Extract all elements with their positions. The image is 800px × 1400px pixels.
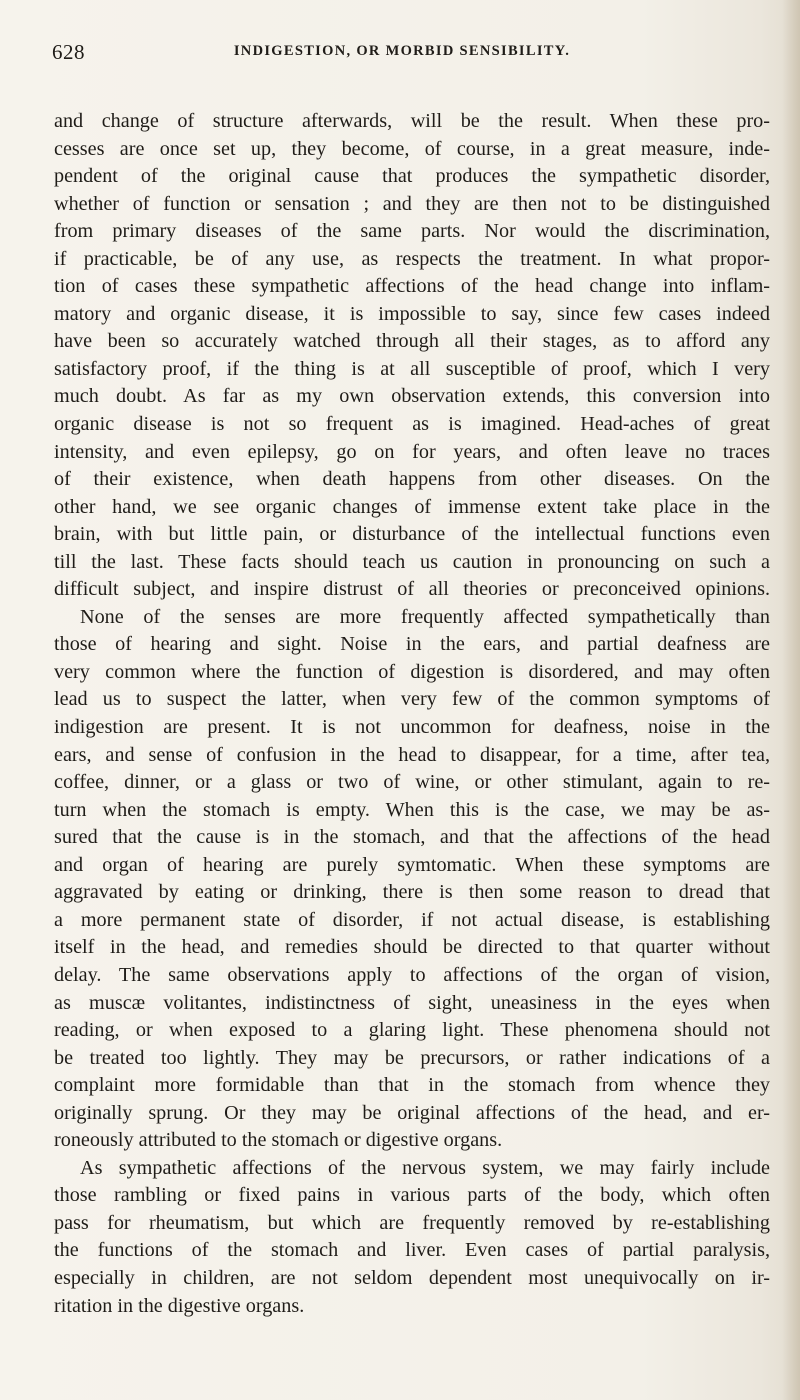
body-text bbox=[54, 108, 770, 1320]
text-line: of their existence, when death happens from other diseases. On the bbox=[54, 468, 770, 491]
text-line: roneously attributed to the stomach or digestive organs. bbox=[54, 1129, 503, 1152]
page-number: 628 bbox=[52, 40, 85, 64]
text-line: originally sprung. Or they may be original affections of the head, and er- bbox=[54, 1101, 770, 1124]
text-line: None of the senses are more frequently affected sympathetically than bbox=[80, 605, 770, 628]
text-line: be treated too lightly. They may be precursors, or rather indications of a bbox=[54, 1046, 770, 1069]
text-line: lead us to suspect the latter, when very few of the common symptoms of bbox=[54, 688, 770, 711]
text-line: have been so accurately watched through all their stages, as to afford any bbox=[54, 330, 770, 353]
text-line: aggravated by eating or drinking, there is then some reason to dread that bbox=[54, 881, 770, 904]
text-line: turn when the stomach is empty. When this is the case, we may be as- bbox=[54, 798, 770, 821]
text-line: from primary diseases of the same parts. Nor would the discrimination, bbox=[54, 220, 770, 243]
text-line: satisfactory proof, if the thing is at all susceptible of proof, which I very bbox=[54, 357, 770, 380]
text-line: the functions of the stomach and liver. Even cases of partial paralysis, bbox=[54, 1239, 770, 1262]
text-line: much doubt. As far as my own observation extends, this conversion into bbox=[54, 385, 770, 408]
text-line: as muscæ volitantes, indistinctness of sight, uneasiness in the eyes when bbox=[54, 991, 770, 1014]
page-edge-shadow bbox=[782, 0, 800, 1400]
text-line: ears, and sense of confusion in the head to disappear, for a time, after tea, bbox=[54, 743, 770, 766]
text-line: tion of cases these sympathetic affections of the head change into inflam- bbox=[54, 275, 770, 298]
text-line: brain, with but little pain, or disturbance of the intellectual functions even bbox=[54, 523, 770, 546]
text-line: matory and organic disease, it is impossible to say, since few cases indeed bbox=[54, 302, 770, 325]
text-line: complaint more formidable than that in the stomach from whence they bbox=[54, 1074, 770, 1097]
text-line: indigestion are present. It is not uncommon for deafness, noise in the bbox=[54, 716, 770, 739]
text-line: those of hearing and sight. Noise in the ears, and partial deafness are bbox=[54, 633, 770, 656]
text-line: till the last. These facts should teach us caution in pronouncing on such a bbox=[54, 550, 770, 573]
text-line: and organ of hearing are purely symtomatic. When these symptoms are bbox=[54, 853, 770, 876]
text-line: pass for rheumatism, but which are frequently removed by re-establishing bbox=[54, 1211, 770, 1234]
text-line: other hand, we see organic changes of immense extent take place in the bbox=[54, 495, 770, 518]
text-line: cesses are once set up, they become, of course, in a great measure, inde- bbox=[54, 137, 770, 160]
text-line: delay. The same observations apply to affections of the organ of vision, bbox=[54, 963, 770, 986]
running-head bbox=[52, 40, 752, 70]
text-line: a more permanent state of disorder, if not actual disease, is establishing bbox=[54, 908, 770, 931]
text-line: As sympathetic affections of the nervous system, we may fairly include bbox=[80, 1156, 770, 1179]
running-title: INDIGESTION, OR MORBID SENSIBILITY. bbox=[233, 43, 571, 59]
text-line: and change of structure afterwards, will be the result. When these pro- bbox=[54, 110, 770, 132]
text-line: especially in children, are not seldom dependent most unequivocally on ir- bbox=[54, 1266, 770, 1289]
text-line: difficult subject, and inspire distrust of all theories or preconceived opinions. bbox=[54, 578, 770, 601]
text-line: coffee, dinner, or a glass or two of wine, or other stimulant, again to re- bbox=[54, 771, 770, 794]
text-line: whether of function or sensation ; and they are then not to be distinguished bbox=[54, 192, 770, 215]
text-line: ritation in the digestive organs. bbox=[54, 1294, 305, 1317]
text-line: itself in the head, and remedies should be directed to that quarter without bbox=[54, 936, 770, 959]
text-line: sured that the cause is in the stomach, and that the affections of the head bbox=[54, 826, 770, 849]
text-line: reading, or when exposed to a glaring light. These phenomena should not bbox=[54, 1019, 770, 1042]
text-line: intensity, and even epilepsy, go on for years, and often leave no traces bbox=[54, 440, 770, 463]
text-line: if practicable, be of any use, as respects the treatment. In what propor- bbox=[54, 247, 770, 270]
text-line: those rambling or fixed pains in various parts of the body, which often bbox=[54, 1184, 770, 1207]
text-line: organic disease is not so frequent as is imagined. Head-aches of great bbox=[54, 413, 770, 436]
text-line: pendent of the original cause that produces the sympathetic disorder, bbox=[54, 165, 770, 188]
text-line: very common where the function of digestion is disordered, and may often bbox=[54, 660, 770, 683]
